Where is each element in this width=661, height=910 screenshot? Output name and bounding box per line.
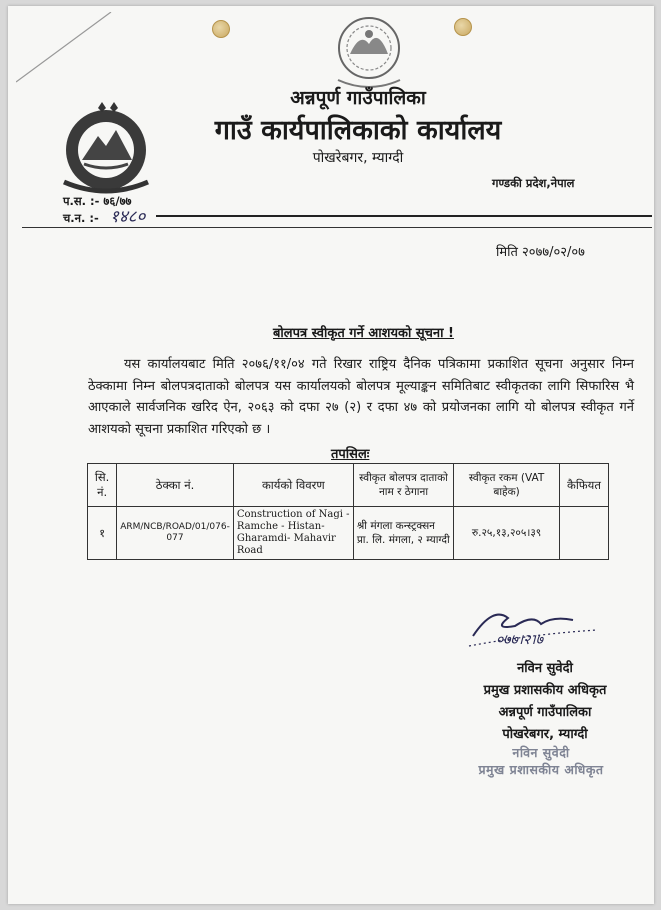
nepal-government-emblem-icon [54,102,158,194]
cell-bidder: श्री मंगला कन्स्ट्रक्सन प्रा. लि. मंगला, २ म्याग्दी [353,507,453,560]
col-header-amount: स्वीकृत रकम (VAT बाहेक) [454,464,560,507]
punch-hole-left [212,20,230,38]
header-divider-lower [22,227,652,228]
cell-remarks [559,507,608,560]
notice-subject: बोलपत्र स्वीकृत गर्ने आशयको सूचना ! [273,326,454,341]
table-header-row [88,464,609,507]
notice-body: यस कार्यालयबाट मिति २०७६/११/०४ गते रिखार राष्ट्रिय दैनिक पत्रिकामा प्रकाशित सूचना अनुसार निम्न ठेक्कामा निम्न बोलपत्रदाताको बोलपत्र यस कार्यालयको बोलपत्र मूल्याङ्कन समितिबाट स्वीकृतका लागि सिफारिस भै आएकाले सार्वजनिक खरिद ऐन, २०६३ को दफा २७ (२) र दफा ४७ को प्रयोजनका लागि यो बोलपत्र स्वीकृत गर्ने आशयको सूचना प्रकाशित गरिएको छ । [88,357,634,437]
punch-hole-right [454,18,472,36]
office-name: गाउँ कार्यपालिकाको कार्यालय [214,115,502,146]
signatory-office: अन्नपूर्ण गाउँपालिका [498,705,592,720]
col-header-contract-no: ठेक्का नं. [117,464,234,507]
col-header-remarks: कैफियत [559,464,608,507]
cell-amount: रु.२५,१३,२०५।३९ [454,507,560,560]
letter-date: मिति २०७७/०२/०७ [496,245,585,260]
cell-contract-no: ARM/NCB/ROAD/01/076-077 [117,507,234,560]
signatory-address: पोखरेबगर, म्याग्दी [502,727,588,742]
stamp-designation: प्रमुख प्रशासकीय अधिकृत [478,762,604,777]
stamp-name: नविन सुवेदी [512,745,570,760]
col-header-description: कार्यको विवरण [233,464,353,507]
dispatch-number-value: १४८० [110,207,146,227]
municipality-logo-icon [326,14,412,94]
cell-sn: १ [88,507,117,560]
letter-page [8,6,654,904]
folded-corner-icon [16,12,126,92]
office-location: पोखरेबगर, म्याग्दी [312,150,404,166]
cell-description: Construction of Nagi - Ramche - Histan- Gharamdi- Mahavir Road [233,507,353,560]
dispatch-number-label: च.न. :- [63,211,99,225]
signatory-designation: प्रमुख प्रशासकीय अधिकृत [483,683,607,698]
col-header-sn: सि. नं. [88,464,117,507]
fiscal-year-ref: प.स. :- ७६/७७ [63,194,132,208]
province-label: गण्डकी प्रदेश,नेपाल [492,176,575,190]
header-divider [156,215,652,217]
col-header-bidder: स्वीकृत बोलपत्र दाताको नाम र ठेगाना [353,464,453,507]
municipality-name: अन्नपूर्ण गाउँपालिका [290,87,426,109]
signature-date: ०७७।२।७ [496,632,544,648]
bid-acceptance-table [87,463,609,560]
table-row [88,507,609,560]
table-title: तपसिलः [331,447,370,462]
signatory-name: नविन सुवेदी [517,661,573,676]
